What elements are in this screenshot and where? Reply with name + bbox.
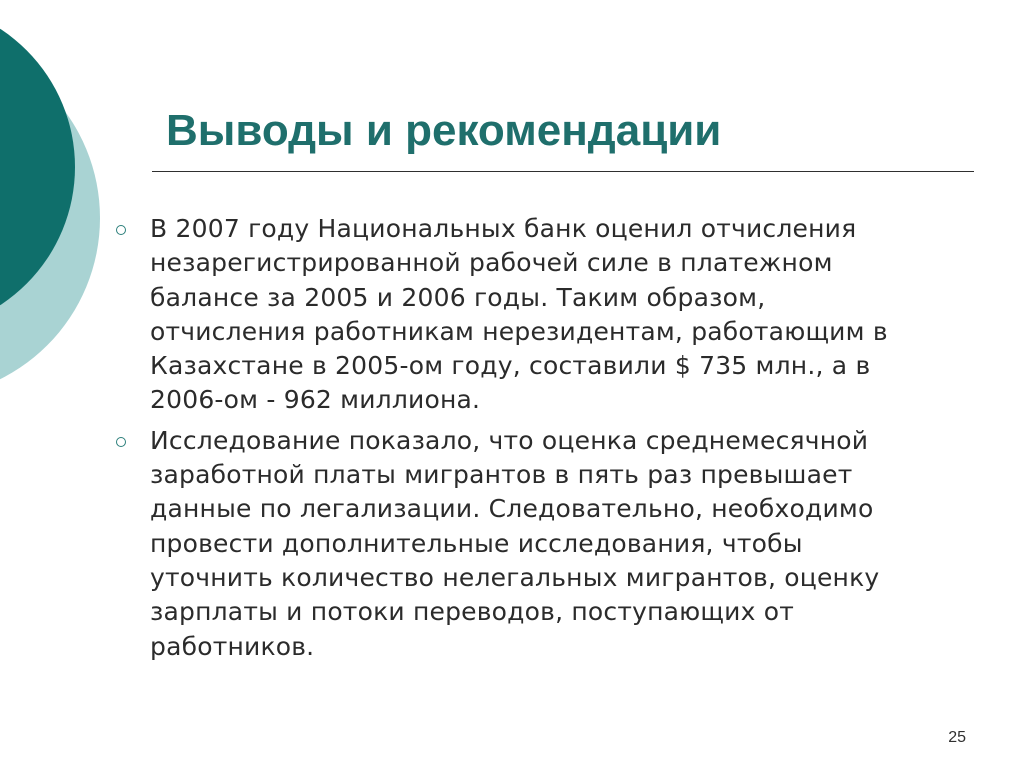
bullet-text [150, 212, 888, 418]
bullet-circle-icon [110, 424, 150, 458]
text-line: балансе за 2005 и 2006 годы. Таким образом, [150, 282, 766, 312]
title-divider [152, 171, 974, 172]
text-line: В 2007 году Национальных банк оценил отчисления [150, 214, 857, 243]
slide-title: Выводы и рекомендации [166, 106, 722, 155]
bullet-circle-icon [110, 212, 150, 246]
bullet-item [110, 424, 970, 664]
text-line: провести дополнительные исследования, чтобы [150, 528, 803, 558]
text-line: незарегистрированной рабочей силе в платежном [150, 248, 833, 278]
text-line: уточнить количество нелегальных мигрантов, оценку [150, 562, 880, 592]
bullet-item [110, 212, 970, 418]
page-number: 25 [948, 729, 966, 746]
bullet-text [150, 424, 879, 664]
text-line: зарплаты и потоки переводов, поступающих от [150, 597, 795, 627]
text-line: отчисления работникам нерезидентам, работающим в [150, 316, 888, 346]
text-line: 2006-ом - 962 миллиона. [150, 385, 481, 415]
bullet-list [110, 212, 970, 670]
text-line: Исследование показало, что оценка среднемесячной [150, 425, 869, 455]
text-line: данные по легализации. Следовательно, необходимо [150, 494, 874, 524]
text-line: заработной платы мигрантов в пять раз превышает [150, 460, 853, 490]
text-line: работников. [150, 631, 315, 661]
text-line: Казахстане в 2005-ом году, составили $ 735 млн., а в [150, 351, 871, 381]
